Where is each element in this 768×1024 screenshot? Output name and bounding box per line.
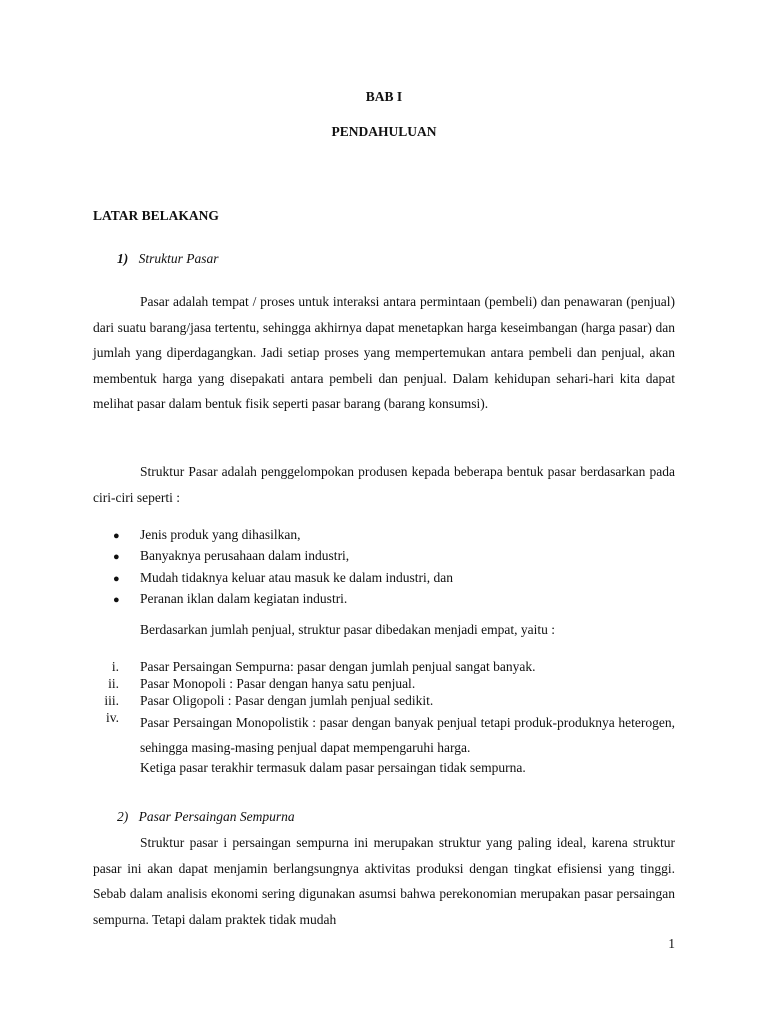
roman-item: Pasar Oligopoli : Pasar dengan jumlah penjual sedikit. [140, 693, 434, 708]
subsection-2-title: Pasar Persaingan Sempurna [138, 809, 295, 824]
bullet-list [113, 525, 453, 610]
roman-note: Ketiga pasar terakhir termasuk dalam pasar persaingan tidak sempurna. [140, 760, 526, 775]
section-heading: LATAR BELAKANG [93, 208, 219, 223]
roman-number: iv. [106, 710, 119, 725]
list-item: ● Banyaknya perusahaan dalam industri, [113, 548, 350, 564]
list-item: ● Jenis produk yang dihasilkan, [113, 527, 301, 542]
paragraph-jumlah-penjual: Berdasarkan jumlah penjual, struktur pasar dibedakan menjadi empat, yaitu : [140, 622, 555, 637]
roman-item: Pasar Persaingan Monopolistik : pasar dengan banyak penjual tetapi produk-produknya heterogen, sehingga masing-masing penjual dapat mempengaruhi harga. [140, 715, 675, 755]
subsection-2-heading [117, 809, 295, 825]
list-item: ● Peranan iklan dalam kegiatan industri. [113, 590, 348, 606]
subsection-1-number: 1) [117, 251, 129, 266]
chapter-title: PENDAHULUAN [331, 124, 437, 139]
roman-item: Pasar Monopoli : Pasar dengan hanya satu penjual. [140, 676, 416, 691]
paragraph-struktur-pasar: Struktur Pasar adalah penggelompokan produsen kepada beberapa bentuk pasar berdasarkan pada ciri-ciri seperti : [93, 464, 675, 505]
paragraph-pasar-definition: Pasar adalah tempat / proses untuk interaksi antara permintaan (pembeli) dan penawaran (penjual) dari suatu barang/jasa tertentu, sehingga akhirnya dapat menetapkan harga keseimbangan (harga pasar) dan jumlah yang diperdagangkan. Jadi setiap proses yang mempertemukan antara pembeli dan penjual, akan membentuk harga yang disepakati antara pembeli dan penjual. Dalam kehidupan sehari-hari kita dapat melihat pasar dalam bentuk fisik seperti pasar barang (barang konsumsi). [93, 294, 675, 411]
roman-number: ii. [108, 676, 119, 691]
paragraph-persaingan-sempurna: Struktur pasar i persaingan sempurna ini merupakan struktur yang paling ideal, karena struktur pasar ini akan dapat menjamin berlangsungnya aktivitas produksi dengan tingkat efisiensi yang tinggi. Sebab dalam analisis ekonomi sering digunakan asumsi bahwa perekonomian merupakan pasar persaingan sempurna. Tetapi dalam praktek tidak mudah [93, 835, 675, 927]
roman-number: iii. [104, 693, 119, 708]
roman-item: Pasar Persaingan Sempurna: pasar dengan jumlah penjual sangat banyak. [140, 659, 536, 674]
subsection-2-number: 2) [117, 809, 129, 824]
subsection-1-heading [117, 251, 219, 267]
roman-number: i. [111, 659, 119, 674]
page-number: 1 [668, 936, 675, 951]
chapter-label: BAB I [365, 89, 403, 104]
list-item: ● Mudah tidaknya keluar atau masuk ke dalam industri, dan [113, 569, 454, 585]
subsection-1-title: Struktur Pasar [138, 251, 219, 266]
